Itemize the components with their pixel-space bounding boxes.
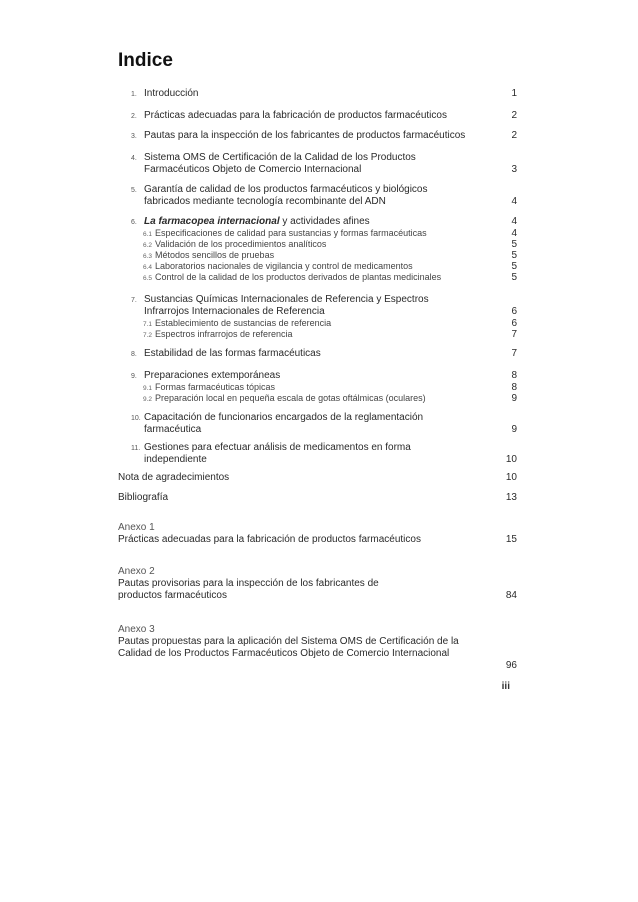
annex-label: Anexo 2 [118, 566, 155, 577]
subentry-text: Preparación local en pequeña escala de gotas oftálmicas (oculares) [155, 393, 426, 403]
entry-number: 8. [131, 351, 137, 358]
entry-page: 2 [511, 130, 517, 141]
toc-subentry-7-2[interactable] [143, 329, 475, 340]
toc-entry-4[interactable] [131, 152, 444, 176]
subentry-page: 5 [511, 250, 517, 261]
entry-page: 84 [505, 590, 517, 601]
subentry-page: 5 [511, 272, 517, 283]
entry-page: 2 [511, 110, 517, 121]
subentry-number: 6.4 [143, 264, 153, 271]
entry-text: Prácticas adecuadas para la fabricación de productos farmacéuticos [144, 110, 447, 121]
entry-text: y actividades afines [279, 216, 370, 227]
subentry-number: 6.2 [143, 242, 153, 249]
annex-text: Pautas propuestas para la aplicación del Sistema OMS de Certificación de la Calidad de los Productos Farmacéuticos Objeto de Comercio Internacional [118, 636, 459, 659]
toc-subentry-7-1[interactable] [143, 318, 475, 329]
toc-anexo-3[interactable] [118, 624, 468, 660]
toc-entry-2[interactable] [131, 110, 490, 122]
entry-number: 5. [131, 187, 137, 194]
entry-page: 13 [505, 492, 517, 503]
entry-text: Gestiones para efectuar análisis de medicamentos en forma independiente [144, 442, 411, 465]
entry-page: 8 [511, 370, 517, 381]
entry-page: 9 [511, 424, 517, 435]
entry-text: Sistema OMS de Certificación de la Calidad de los Productos Farmacéuticos Objeto de Comercio Internacional [144, 152, 416, 175]
annex-label: Anexo 3 [118, 624, 155, 635]
subentry-page: 7 [511, 329, 517, 340]
entry-page: 10 [505, 472, 517, 483]
subentry-number: 9.1 [143, 385, 153, 392]
entry-page: 96 [505, 660, 517, 671]
subentry-page: 8 [511, 382, 517, 393]
toc-nota[interactable]: Nota de agradecimientos [118, 472, 230, 483]
toc-entry-1[interactable] [131, 88, 490, 100]
toc-anexo-2[interactable] [118, 566, 418, 602]
annex-label: Anexo 1 [118, 522, 155, 533]
toc-subentry-9-1[interactable] [143, 382, 475, 393]
entry-page: 4 [511, 216, 517, 227]
subentry-page: 4 [511, 228, 517, 239]
entry-number: 1. [131, 91, 137, 98]
subentry-text: Métodos sencillos de pruebas [155, 250, 275, 260]
subentry-page: 6 [511, 318, 517, 329]
subentry-number: 6.1 [143, 231, 153, 238]
entry-text: Sustancias Químicas Internacionales de Referencia y Espectros Infrarrojos Internacionales de Referencia [144, 294, 429, 317]
subentry-text: Establecimiento de sustancias de referencia [155, 318, 332, 328]
toc-entry-5[interactable] [131, 184, 454, 208]
entry-text: Garantía de calidad de los productos farmacéuticos y biológicos fabricados mediante tecnología recombinante del ADN [144, 184, 428, 207]
subentry-number: 9.2 [143, 396, 153, 403]
entry-page: 15 [505, 534, 517, 545]
subentry-text: Formas farmacéuticas tópicas [155, 382, 276, 392]
entry-page: 4 [511, 196, 517, 207]
toc-subentry-6-2[interactable] [143, 239, 475, 250]
subentry-text: Especificaciones de calidad para sustancias y formas farmacéuticas [155, 228, 427, 238]
entry-page: 1 [511, 88, 517, 99]
entry-text: Preparaciones extemporáneas [144, 370, 281, 381]
toc-anexo-1[interactable] [118, 522, 478, 546]
toc-entry-8[interactable] [131, 348, 490, 360]
entry-page: 7 [511, 348, 517, 359]
subentry-page: 9 [511, 393, 517, 404]
toc-entry-6[interactable] [131, 216, 490, 228]
toc-subentry-6-1[interactable] [143, 228, 475, 239]
subentry-number: 7.2 [143, 332, 153, 339]
toc-subentry-6-3[interactable] [143, 250, 475, 261]
toc-entry-9[interactable] [131, 370, 490, 382]
subentry-number: 7.1 [143, 321, 153, 328]
entry-number: 3. [131, 133, 137, 140]
entry-number: 4. [131, 155, 137, 162]
page-title: Indice [118, 50, 173, 71]
subentry-number: 6.5 [143, 275, 153, 282]
entry-number: 11. [131, 445, 141, 452]
subentry-text: Control de la calidad de los productos derivados de plantas medicinales [155, 272, 442, 282]
entry-page: 6 [511, 306, 517, 317]
subentry-number: 6.3 [143, 253, 153, 260]
entry-number: 6. [131, 219, 137, 226]
annex-text: Pautas provisorias para la inspección de los fabricantes de productos farmacéuticos [118, 578, 379, 601]
entry-number: 7. [131, 297, 137, 304]
toc-entry-3[interactable] [131, 130, 494, 142]
toc-entry-10[interactable] [131, 412, 444, 436]
subentry-text: Espectros infrarrojos de referencia [155, 329, 293, 339]
entry-number: 10. [131, 415, 141, 422]
toc-subentry-6-4[interactable] [143, 261, 475, 272]
annex-text: Prácticas adecuadas para la fabricación de productos farmacéuticos [118, 534, 421, 545]
toc-subentry-9-2[interactable] [143, 393, 475, 404]
subentry-page: 5 [511, 261, 517, 272]
entry-text: Introducción [144, 88, 199, 99]
entry-number: 9. [131, 373, 137, 380]
entry-text-italic: La farmacopea internacional [144, 216, 280, 227]
entry-text: Capacitación de funcionarios encargados de la reglamentación farmacéutica [144, 412, 424, 435]
toc-entry-7[interactable] [131, 294, 454, 318]
toc-subentry-6-5[interactable] [143, 272, 495, 283]
entry-text: Pautas para la inspección de los fabricantes de productos farmacéuticos [144, 130, 466, 141]
subentry-text: Laboratorios nacionales de vigilancia y control de medicamentos [155, 261, 413, 271]
entry-number: 2. [131, 113, 137, 120]
page-folio: iii [501, 681, 510, 692]
toc-entry-11[interactable] [131, 442, 434, 466]
subentry-text: Validación de los procedimientos analíticos [155, 239, 327, 249]
subentry-page: 5 [511, 239, 517, 250]
entry-page: 3 [511, 164, 517, 175]
entry-text: Estabilidad de las formas farmacéuticas [144, 348, 321, 359]
toc-bibliografia[interactable]: Bibliografía [118, 492, 169, 503]
entry-page: 10 [505, 454, 517, 465]
